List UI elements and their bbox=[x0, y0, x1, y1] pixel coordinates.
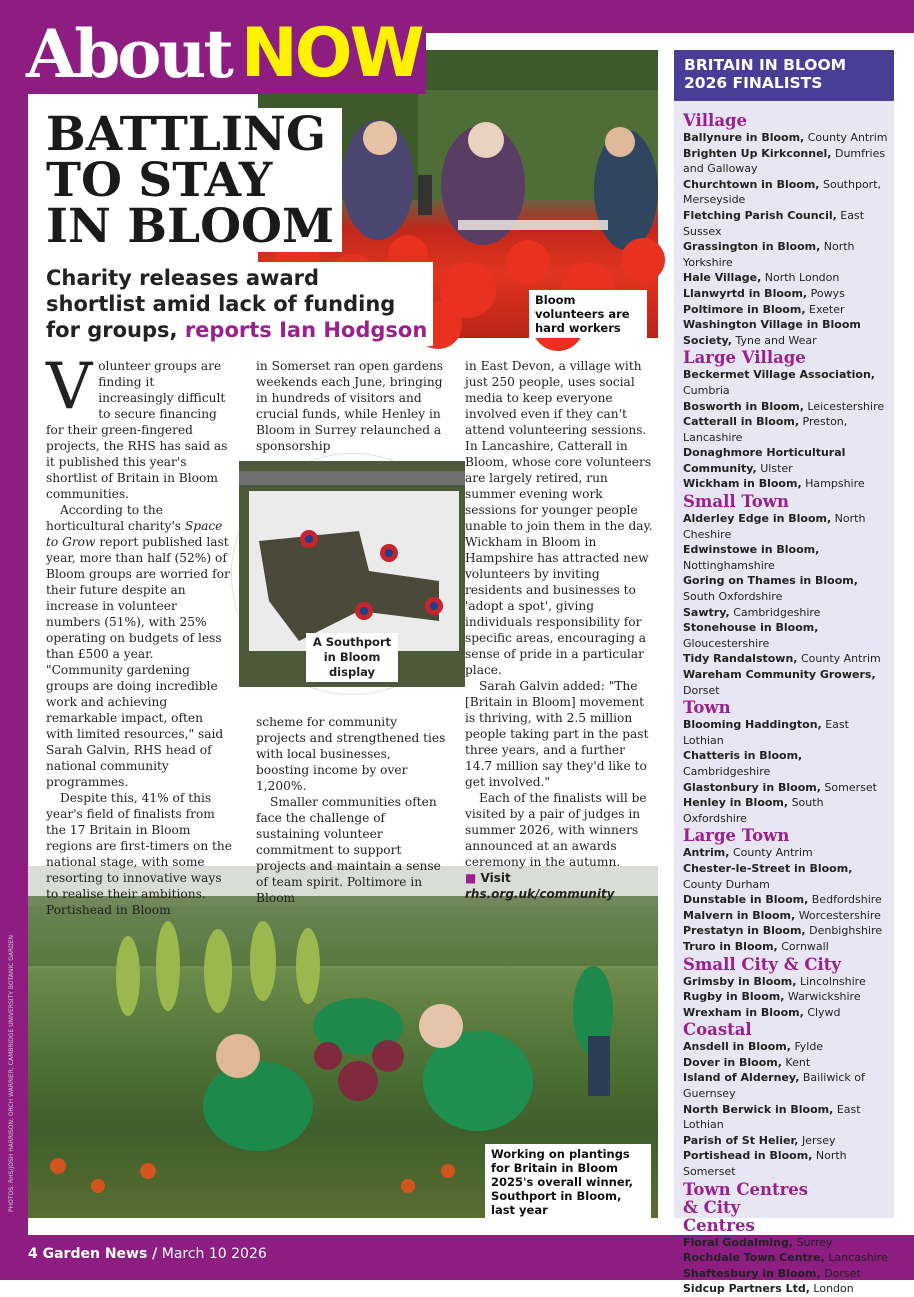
finalist-entry bbox=[683, 1005, 888, 1021]
article-column-2-lower bbox=[256, 714, 446, 906]
sidebar-title-line-1: BRITAIN IN BLOOM bbox=[684, 56, 847, 74]
paragraph-2-post: report published last year, more than half (52%) of Bloom groups are worried for their future despite an increase in volunteer numbers (51%), with 25% operating on budgets of less than £500 a year. "Community gardening groups are doing incredible work and achieving remarkable impact, often with limited resources," said Sarah Galvin, RHS head of national community programmes. bbox=[46, 535, 230, 789]
finalist-place: Tyne and Wear bbox=[735, 333, 817, 347]
finalist-name: Sawtry, bbox=[683, 605, 730, 619]
finalist-name: Washington Village in Bloom Society, bbox=[683, 318, 861, 347]
finalist-name: Alderley Edge in Bloom, bbox=[683, 512, 832, 526]
finalist-entry bbox=[683, 651, 888, 667]
article-paragraph-1 bbox=[46, 350, 232, 502]
finalist-name: Rugby in Bloom, bbox=[683, 990, 785, 1004]
finalist-place: Surrey bbox=[796, 1235, 833, 1249]
finalist-entry bbox=[683, 1102, 888, 1133]
finalist-entry bbox=[683, 892, 888, 908]
finalist-place: Exeter bbox=[809, 302, 845, 316]
finalist-name: Antrim, bbox=[683, 846, 730, 860]
finalist-entry bbox=[683, 414, 888, 445]
finalist-place: Lincolnshire bbox=[799, 974, 866, 988]
finalist-entry bbox=[683, 1055, 888, 1071]
finalist-place: County Antrim bbox=[807, 131, 888, 144]
finalist-name: Rochdale Town Centre, bbox=[683, 1251, 825, 1265]
finalist-name: Ansdell in Bloom, bbox=[683, 1040, 791, 1054]
finalist-entry bbox=[683, 605, 888, 621]
sidebar-title-line-2: 2026 FINALISTS bbox=[684, 74, 823, 92]
finalist-name: Bosworth in Bloom, bbox=[683, 399, 804, 413]
finalist-name: Beckermet Village Association, bbox=[683, 368, 875, 382]
finalist-place: Preston, Lancashire bbox=[683, 415, 848, 444]
finalist-entry bbox=[683, 974, 888, 990]
finalist-name: Grassington in Bloom, bbox=[683, 240, 821, 254]
finalist-name: Stonehouse in Bloom, bbox=[683, 621, 819, 635]
finalist-name: Hale Village, bbox=[683, 271, 762, 285]
finalist-name: Blooming Haddington, bbox=[683, 718, 822, 732]
finalist-entry bbox=[683, 1070, 888, 1101]
finalist-name: Tidy Randalstown, bbox=[683, 652, 798, 666]
finalist-place: Somerset bbox=[824, 780, 877, 794]
finalist-name: Catterall in Bloom, bbox=[683, 415, 800, 429]
finalist-entry bbox=[683, 620, 888, 651]
finalist-name: Donaghmore Horticultural Community, bbox=[683, 446, 846, 475]
finalist-name: Chester-le-Street in Bloom, bbox=[683, 861, 853, 875]
finalist-place: Cambridgeshire bbox=[683, 764, 771, 778]
finalist-name: Prestatyn in Bloom, bbox=[683, 924, 806, 938]
finalist-entry bbox=[683, 130, 888, 146]
masthead-about: About bbox=[22, 14, 237, 94]
finalist-name: Chatteris in Bloom, bbox=[683, 749, 803, 763]
visit-marker: ■ bbox=[465, 871, 477, 885]
finalist-entry bbox=[683, 286, 888, 302]
article-paragraph-2 bbox=[46, 502, 232, 790]
finalist-entry bbox=[683, 270, 888, 286]
finalist-entry bbox=[683, 302, 888, 318]
headline-line-1: BATTLING bbox=[46, 107, 327, 162]
finalist-place: County Antrim bbox=[732, 846, 813, 860]
finalist-place: Gloucestershire bbox=[683, 636, 770, 650]
finalist-place: Lancashire bbox=[828, 1251, 888, 1265]
finalist-place: Powys bbox=[810, 286, 845, 300]
finalist-entry bbox=[683, 476, 888, 492]
finalist-place: Hampshire bbox=[805, 477, 865, 491]
finalist-place: Kent bbox=[785, 1055, 811, 1069]
report-title: Space to Grow bbox=[46, 519, 223, 549]
finalist-entry bbox=[683, 923, 888, 939]
finalist-entry bbox=[683, 573, 888, 604]
finalist-name: Malvern in Bloom, bbox=[683, 908, 796, 922]
finalist-entry bbox=[683, 989, 888, 1005]
finalist-place: Cornwall bbox=[781, 939, 829, 953]
visit-link[interactable] bbox=[465, 870, 655, 902]
article-column-3 bbox=[465, 358, 655, 902]
finalist-name: Wickham in Bloom, bbox=[683, 477, 802, 491]
finalist-place: Warwickshire bbox=[787, 990, 861, 1004]
column-2-bottom-text: scheme for community projects and strengthened ties with local businesses, boosting income by over 1,200%. bbox=[256, 715, 446, 793]
finalist-entry bbox=[683, 861, 888, 892]
visit-label: Visit bbox=[480, 871, 511, 885]
finalist-entry bbox=[683, 1148, 888, 1179]
footer-page: 4 Garden News / bbox=[28, 1246, 158, 1262]
finalist-entry bbox=[683, 1133, 888, 1149]
column-3-paragraph-2: Sarah Galvin added: "The [Britain in Bloom] movement is thriving, with 2.5 million people taking part in the past three years, and a further 14.7 million say they'd like to get involved." bbox=[465, 679, 649, 789]
finalist-place: East Sussex bbox=[683, 208, 865, 238]
finalist-name: Dunstable in Bloom, bbox=[683, 893, 809, 907]
category-heading: Town Centres & City Centres bbox=[683, 1179, 809, 1235]
finalist-place: County Durham bbox=[683, 877, 770, 891]
article-paragraph-3: Despite this, 41% of this year's field of finalists from the 17 Britain in Bloom regions are first-timers on the national stage, with some resorting to innovative ways to realise their ambitions. Portishead in Bloom bbox=[46, 791, 232, 917]
finalist-name: Churchtown in Bloom, bbox=[683, 177, 820, 191]
finalist-place: Leicestershire bbox=[807, 399, 885, 413]
column-3-paragraph-1: in East Devon, a village with just 250 people, uses social media to keep everyone involved even if they can't attend volunteering sessions. In Lancashire, Catterall in Bloom, whose core volunteers are largely retired, run summer evening work sessions for younger people unable to join them in the day. Wickham in Bloom in Hampshire has attracted new volunteers by inviting residents and businesses to 'adopt a spot', giving individuals responsibility for specific areas, encouraging a sense of pride in a particular place. bbox=[465, 359, 653, 677]
column-2-paragraph-2: Smaller communities often face the challenge of sustaining volunteer commitment to support projects and maintain a sense of team spirit. Poltimore in Bloom bbox=[256, 795, 441, 905]
finalist-name: Truro in Bloom, bbox=[683, 939, 778, 953]
finalist-entry bbox=[683, 177, 888, 208]
article-column-2 bbox=[256, 358, 446, 454]
article-column-1 bbox=[46, 350, 232, 918]
finalist-name: Island of Alderney, bbox=[683, 1071, 800, 1085]
finalist-entry bbox=[683, 1235, 888, 1251]
finalist-entry bbox=[683, 367, 888, 398]
top-photo-caption: Bloom volunteers are hard workers bbox=[529, 290, 647, 338]
finalist-place: South Oxfordshire bbox=[683, 796, 824, 825]
finalist-place: Cumbria bbox=[683, 383, 730, 397]
category-heading: Town bbox=[683, 698, 731, 718]
circle-photo-caption: A Southport in Bloom display bbox=[306, 633, 398, 682]
finalist-place: East Lothian bbox=[683, 1102, 861, 1132]
finalist-entry bbox=[683, 445, 888, 476]
finalist-name: Henley in Bloom, bbox=[683, 796, 789, 810]
finalist-place: London bbox=[813, 1282, 854, 1296]
finalist-name: Sidcup Partners Ltd, bbox=[683, 1282, 810, 1296]
finalist-name: Goring on Thames in Bloom, bbox=[683, 574, 858, 588]
finalist-name: North Berwick in Bloom, bbox=[683, 1102, 834, 1116]
column-3-paragraph-3: Each of the finalists will be visited by a pair of judges in summer 2026, with winners announced at an awards ceremony in the autumn. bbox=[465, 791, 647, 869]
finalist-name: Portishead in Bloom, bbox=[683, 1149, 813, 1163]
finalist-place: Dorset bbox=[824, 1266, 861, 1280]
bottom-photo-caption: Working on plantings for Britain in Bloom 2025's overall winner, Southport in Bloom, last year bbox=[485, 1144, 651, 1220]
finalist-name: Edwinstowe in Bloom, bbox=[683, 543, 820, 557]
finalist-entry bbox=[683, 1250, 888, 1266]
sidebar-title bbox=[674, 50, 894, 101]
standfirst-line-2: shortlist amid lack of funding bbox=[46, 292, 396, 316]
finalist-name: Grimsby in Bloom, bbox=[683, 974, 797, 988]
category-heading: Village bbox=[683, 111, 748, 130]
category-heading: Small Town bbox=[683, 492, 789, 512]
finalist-place: Nottinghamshire bbox=[683, 558, 775, 572]
finalist-entry bbox=[683, 239, 888, 270]
finalist-place: North Yorkshire bbox=[683, 240, 855, 269]
column-2-top-text: in Somerset ran open gardens weekends each June, bringing in hundreds of visitors and crucial funds, while Henley in Bloom in Surrey relaunched a sponsorship bbox=[256, 359, 444, 453]
finalist-entry bbox=[683, 208, 888, 239]
finalist-place: Dorset bbox=[683, 683, 720, 697]
headline-line-3: IN BLOOM bbox=[46, 199, 334, 254]
finalist-entry bbox=[683, 795, 888, 826]
finalist-place: Bailiwick of Guernsey bbox=[683, 1071, 865, 1101]
category-heading: Coastal bbox=[683, 1020, 752, 1040]
finalists-list bbox=[674, 101, 894, 1297]
masthead-now: NOW bbox=[237, 14, 426, 94]
finalist-place: Cambridgeshire bbox=[733, 605, 821, 619]
finalist-entry bbox=[683, 908, 888, 924]
finalist-name: Floral Godalming, bbox=[683, 1235, 794, 1249]
footer-date: March 10 2026 bbox=[161, 1246, 267, 1262]
finalist-place: Southport, Merseyside bbox=[683, 177, 882, 207]
headline-line-2: TO STAY bbox=[46, 153, 273, 208]
section-masthead bbox=[22, 14, 426, 94]
finalist-name: Glastonbury in Bloom, bbox=[683, 780, 821, 794]
finalist-place: South Oxfordshire bbox=[683, 590, 783, 604]
article-headline bbox=[40, 108, 342, 252]
finalist-entry bbox=[683, 542, 888, 573]
paragraph-1-text: olunteer groups are finding it increasingly difficult to secure financing for their green-fingered projects, the RHS has said as it published this year's shortlist of Britain in Bloom communities. bbox=[46, 359, 228, 501]
finalist-name: Poltimore in Bloom, bbox=[683, 302, 806, 316]
finalist-name: Wrexham in Bloom, bbox=[683, 1005, 804, 1019]
page-footer bbox=[28, 1246, 267, 1262]
standfirst-line-3 bbox=[46, 317, 427, 343]
finalist-place: Ulster bbox=[760, 461, 793, 475]
finalist-name: Fletching Parish Council, bbox=[683, 208, 837, 222]
finalist-entry bbox=[683, 317, 888, 348]
standfirst-line-3-text: for groups, bbox=[46, 318, 178, 342]
byline: reports Ian Hodgson bbox=[184, 318, 428, 342]
finalist-name: Parish of St Helier, bbox=[683, 1133, 799, 1147]
article-standfirst bbox=[40, 262, 433, 346]
finalist-entry bbox=[683, 1266, 888, 1282]
finalist-name: Brighten Up Kirkconnel, bbox=[683, 146, 832, 160]
finalist-place: Fylde bbox=[794, 1040, 824, 1054]
finalist-name: Llanwyrtd in Bloom, bbox=[683, 286, 808, 300]
paragraph-2-pre: According to the horticultural charity's bbox=[46, 503, 185, 533]
finalist-place: North Somerset bbox=[683, 1149, 847, 1179]
finalist-entry bbox=[683, 717, 888, 748]
finalists-sidebar bbox=[674, 50, 894, 1296]
finalist-entry bbox=[683, 780, 888, 796]
finalist-entry bbox=[683, 845, 888, 861]
visit-url[interactable]: rhs.org.uk/community bbox=[465, 887, 615, 901]
finalist-place: North London bbox=[764, 271, 840, 285]
standfirst-line-1: Charity releases award bbox=[46, 266, 320, 290]
dropcap: V bbox=[46, 350, 93, 424]
finalist-entry bbox=[683, 1281, 888, 1297]
finalist-place: Clywd bbox=[807, 1005, 841, 1019]
finalist-place: County Antrim bbox=[800, 652, 881, 666]
finalist-entry bbox=[683, 939, 888, 955]
finalist-name: Ballynure in Bloom, bbox=[683, 131, 805, 144]
category-heading: Large Town bbox=[683, 826, 790, 846]
finalist-place: Worcestershire bbox=[798, 908, 881, 922]
category-heading: Small City & City bbox=[683, 954, 841, 974]
finalist-place: North Cheshire bbox=[683, 512, 866, 541]
finalist-name: Wareham Community Growers, bbox=[683, 668, 876, 681]
finalist-place: Bedfordshire bbox=[811, 893, 882, 907]
finalist-name: Shaftesbury in Bloom, bbox=[683, 1266, 821, 1280]
finalist-entry bbox=[683, 667, 888, 698]
photo-credit: PHOTOS: RHS/JOSH HARRISON; ORCH WARRIER; CAMBRIDGE UNIVERSITY BOTANIC GARDEN bbox=[8, 934, 15, 1212]
finalist-place: Dumfries and Galloway bbox=[683, 146, 886, 176]
finalist-entry bbox=[683, 748, 888, 779]
finalist-entry bbox=[683, 511, 888, 542]
finalist-place: East Lothian bbox=[683, 718, 849, 747]
finalist-entry bbox=[683, 1039, 888, 1055]
finalist-entry bbox=[683, 146, 888, 177]
category-heading: Large Village bbox=[683, 348, 806, 368]
finalist-place: Denbighshire bbox=[809, 924, 883, 938]
finalist-name: Dover in Bloom, bbox=[683, 1055, 782, 1069]
finalist-entry bbox=[683, 399, 888, 415]
finalist-place: Jersey bbox=[801, 1133, 836, 1147]
